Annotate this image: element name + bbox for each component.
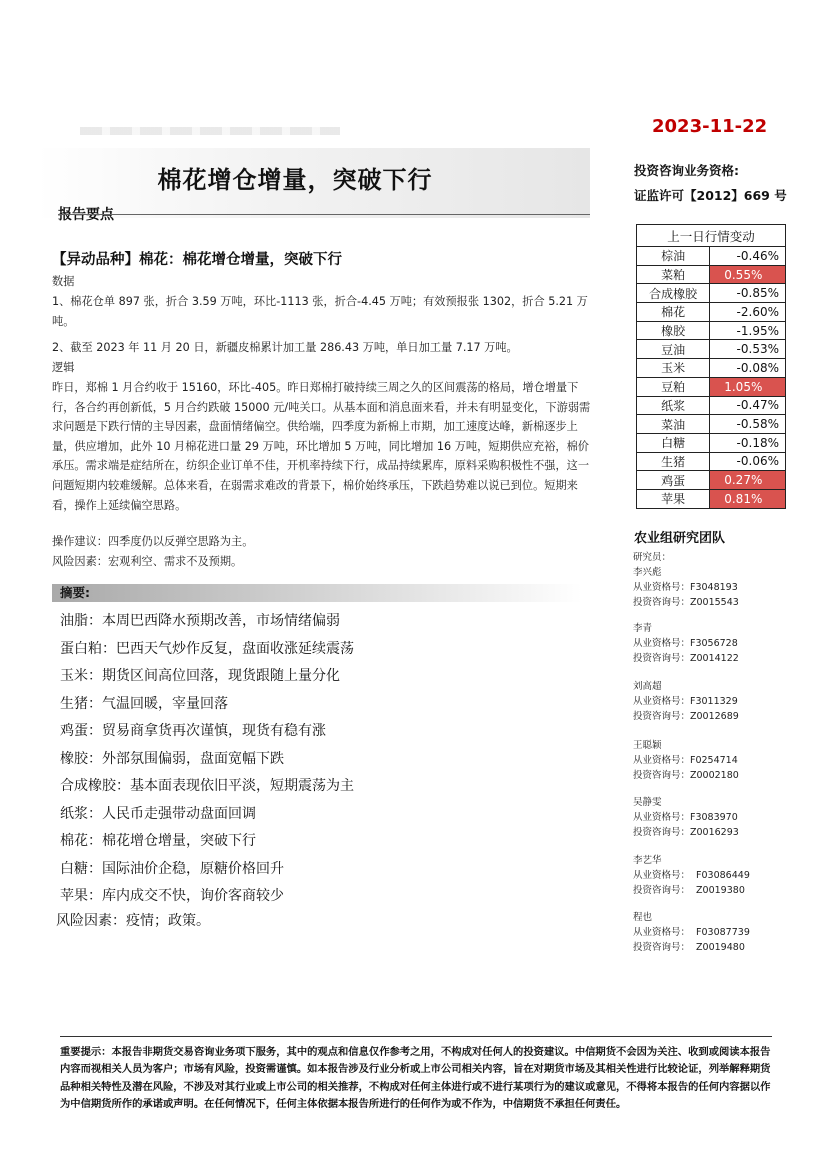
market-row xyxy=(637,265,786,284)
summary-header-bar xyxy=(52,584,582,602)
market-row-name: 合成橡胶 xyxy=(637,284,710,303)
market-row-name: 苹果 xyxy=(637,489,710,508)
disclaimer-divider xyxy=(60,1036,772,1037)
market-row-change: -2.60% xyxy=(710,303,786,322)
summary-risk: 风险因素：疫情；政策。 xyxy=(56,913,210,929)
market-row-change: 0.55% xyxy=(710,265,786,284)
team-member xyxy=(633,738,813,783)
team-member-name: 吴静雯 xyxy=(633,797,662,808)
team-member-consult: 投资咨询号：Z0012689 xyxy=(633,711,739,722)
team-member xyxy=(633,795,813,840)
market-row-name: 棉花 xyxy=(637,303,710,322)
market-row xyxy=(637,452,786,471)
report-key-divider xyxy=(58,214,590,215)
team-member-license: 从业资格号：F3056728 xyxy=(633,638,738,649)
summary-item: 油脂：本周巴西降水预期改善，市场情绪偏弱 xyxy=(60,613,340,629)
market-row-name: 菜粕 xyxy=(637,265,710,284)
market-row-name: 棕油 xyxy=(637,247,710,266)
market-row xyxy=(637,377,786,396)
team-member-license: 从业资格号：F3011329 xyxy=(633,696,738,707)
summary-item: 棉花：棉花增仓增量，突破下行 xyxy=(60,833,256,849)
team-member xyxy=(633,565,813,610)
team-member-name: 李青 xyxy=(633,623,653,634)
risk-factors: 风险因素：宏观利空、需求不及预期。 xyxy=(52,555,243,568)
market-row-change: 1.05% xyxy=(710,377,786,396)
team-member-consult: 投资咨询号：Z0014122 xyxy=(633,653,739,664)
summary-item: 玉米：期货区间高位回落，现货跟随上量分化 xyxy=(60,668,340,684)
market-table-header: 上一日行情变动 xyxy=(637,225,786,247)
summary-item: 鸡蛋：贸易商拿货再次谨慎，现货有稳有涨 xyxy=(60,723,326,739)
data-item-2: 2、截至 2023 年 11 月 20 日，新疆皮棉累计加工量 286.43 万吨，单日加工量 7.17 万吨。 xyxy=(52,341,518,354)
market-row xyxy=(637,489,786,508)
market-row-change: -0.85% xyxy=(710,284,786,303)
market-row xyxy=(637,471,786,490)
team-member xyxy=(633,679,813,724)
summary-label: 摘要: xyxy=(60,585,90,600)
team-member xyxy=(633,910,813,955)
market-row-name: 纸浆 xyxy=(637,396,710,415)
team-member-license: 从业资格号：F3083970 xyxy=(633,812,738,823)
market-row-name: 橡胶 xyxy=(637,321,710,340)
team-member-consult: 投资咨询号：Z0016293 xyxy=(633,827,739,838)
market-row-name: 白糖 xyxy=(637,433,710,452)
market-row-change: -0.06% xyxy=(710,452,786,471)
operation-advice: 操作建议：四季度仍以反弹空思路为主。 xyxy=(52,535,254,548)
market-row-change: -0.58% xyxy=(710,415,786,434)
summary-item: 合成橡胶：基本面表现依旧平淡，短期震荡为主 xyxy=(60,778,354,794)
market-row xyxy=(637,396,786,415)
market-row xyxy=(637,247,786,266)
market-row-change: -0.47% xyxy=(710,396,786,415)
summary-list xyxy=(60,608,580,911)
team-member-name: 程也 xyxy=(633,912,653,923)
team-member xyxy=(633,853,813,898)
header-decoration xyxy=(80,127,340,135)
team-role-label: 研究员： xyxy=(633,552,672,563)
summary-item: 生猪：气温回暖，宰量回落 xyxy=(60,695,228,712)
market-row-name: 玉米 xyxy=(637,359,710,378)
market-row-name: 鸡蛋 xyxy=(637,471,710,490)
team-member-consult: 投资咨询号： Z0019480 xyxy=(633,942,745,953)
summary-item: 苹果：库内成交不快，询价客商较少 xyxy=(60,888,284,904)
market-row-name: 豆粕 xyxy=(637,377,710,396)
summary-item: 纸浆：人民币走强带动盘面回调 xyxy=(60,805,256,822)
team-member xyxy=(633,621,813,666)
disclaimer: 重要提示：本报告非期货交易咨询业务项下服务，其中的观点和信息仅作参考之用，不构成对任何人的投资建议。中信期货不会因为关注、收到或阅读本报告内容而视相关人员为客户；市场有风险，投资需谨慎。如本报告涉及行业分析或上市公司相关内容，旨在对期货市场及其相关性进行比较论证，列举解释期货品种相关特性及潜在风险，不涉及对其行业或上市公司的相关推荐，不构成对任何主体进行或不进行某项行为的建议或意见，不得将本报告的任何内容据以作为中信期货所作的承诺或声明。在任何情况下，任何主体依据本报告所进行的任何作为或不作为，中信期货不承担任何责任。 xyxy=(60,1046,771,1111)
team-member-consult: 投资咨询号： Z0019380 xyxy=(633,885,745,896)
logic-text: 昨日，郑棉 1 月合约收于 15160，环比-405。昨日郑棉打破持续三周之久的区间震荡的格局，增仓增量下行，各合约再创新低，5 月合约跌破 15000 元/吨关口。从基本面和消息面来看，并未有明显变化，下游弱需求问题是下跌行情的主导因素，盘面情绪偏空。供给端，四季度为新棉上市期，加工速度达峰，新棉逐步上量，供应增加，此外 10 月棉花进口量 29 万吨，环比增加 5 万吨，同比增加 16 万吨，短期供应充裕，棉价承压。需求端是症结所在，纺织企业订单不佳，开机率持续下行，成品持续累库，原料采购积极性不强，这一问题短期内较难缓解。总体来看，在弱需求难改的背景下，棉价始终承压，下跌趋势难以说已到位。短期来看，操作上延续偏空思路。 xyxy=(52,381,591,512)
team-member-name: 王聪颖 xyxy=(633,740,662,751)
market-row xyxy=(637,303,786,322)
market-row-name: 生猪 xyxy=(637,452,710,471)
market-row-change: 0.27% xyxy=(710,471,786,490)
data-item-1: 1、棉花仓单 897 张，折合 3.59 万吨，环比-1113 张，折合-4.45 万吨；有效预报张 1302，折合 5.21 万吨。 xyxy=(52,295,588,328)
summary-item: 橡胶：外部氛围偏弱，盘面宽幅下跌 xyxy=(60,750,284,767)
team-member-license: 从业资格号： F03086449 xyxy=(633,870,750,881)
team-member-name: 李艺华 xyxy=(633,855,662,866)
team-title: 农业组研究团队 xyxy=(634,531,726,546)
market-row xyxy=(637,433,786,452)
summary-item: 白糖：国际油价企稳，原糖价格回升 xyxy=(60,860,284,877)
team-member-license: 从业资格号：F3048193 xyxy=(633,582,738,593)
market-row-name: 豆油 xyxy=(637,340,710,359)
page-title: 棉花增仓增量，突破下行 xyxy=(157,166,433,194)
market-change-table xyxy=(636,224,786,509)
section-title: 【异动品种】棉花：棉花增仓增量，突破下行 xyxy=(52,252,342,268)
market-row-name: 菜油 xyxy=(637,415,710,434)
report-key-label: 报告要点 xyxy=(58,207,114,223)
market-row-change: -0.08% xyxy=(710,359,786,378)
market-row xyxy=(637,284,786,303)
team-member-name: 刘高超 xyxy=(633,681,662,692)
market-row-change: -1.95% xyxy=(710,321,786,340)
summary-item: 蛋白粕：巴西天气炒作反复，盘面收涨延续震荡 xyxy=(60,640,354,657)
market-row xyxy=(637,321,786,340)
market-row xyxy=(637,415,786,434)
market-row-change: 0.81% xyxy=(710,489,786,508)
team-member-license: 从业资格号：F0254714 xyxy=(633,755,738,766)
qualification-info xyxy=(634,158,787,208)
market-row xyxy=(637,359,786,378)
logic-label: 逻辑 xyxy=(52,361,75,374)
qualification-line2: 证监许可【2012】669 号 xyxy=(634,188,787,203)
data-label: 数据 xyxy=(52,275,75,288)
market-row xyxy=(637,340,786,359)
market-row-change: -0.46% xyxy=(710,247,786,266)
team-member-consult: 投资咨询号：Z0002180 xyxy=(633,770,739,781)
report-date: 2023-11-22 xyxy=(652,116,768,137)
team-member-consult: 投资咨询号：Z0015543 xyxy=(633,597,739,608)
market-row-change: -0.53% xyxy=(710,340,786,359)
team-member-license: 从业资格号： F03087739 xyxy=(633,927,750,938)
team-member-name: 李兴彪 xyxy=(633,567,662,578)
qualification-line1: 投资咨询业务资格: xyxy=(634,163,739,178)
market-row-change: -0.18% xyxy=(710,433,786,452)
